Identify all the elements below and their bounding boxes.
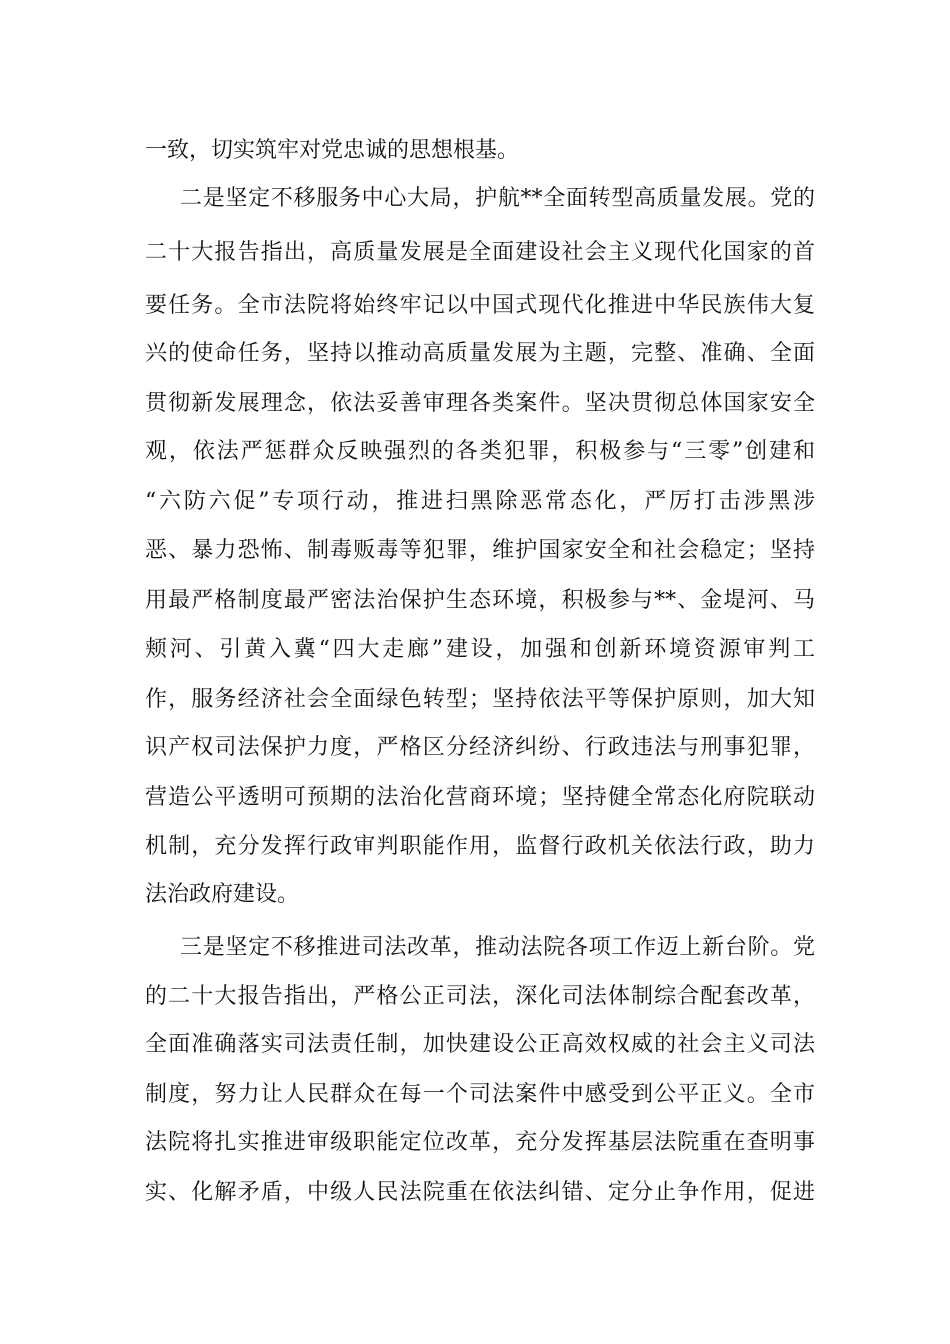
body-text-line: 机制，充分发挥行政审判职能作用，监督行政机关依法行政，助力 [145,834,815,859]
body-text-line: 营造公平透明可预期的法治化营商环境；坚持健全常态化府院联动 [145,785,815,810]
body-text-line: 的二十大报告指出，严格公正司法，深化司法体制综合配套改革， [145,984,815,1009]
paragraph-first-line: 三是坚定不移推进司法改革，推动法院各项工作迈上新台阶。党 [180,935,815,960]
body-text-line: 观，依法严惩群众反映强烈的各类犯罪，积极参与“三零”创建和 [145,439,815,464]
body-text-line: 一致，切实筑牢对党忠诚的思想根基。 [145,138,520,163]
body-text-line: 用最严格制度最严密法治保护生态环境，积极参与**、金堤河、马 [145,588,815,613]
body-text-line: 二十大报告指出，高质量发展是全面建设社会主义现代化国家的首 [145,240,815,265]
body-text-line: 识产权司法保护力度，严格区分经济纠纷、行政违法与刑事犯罪， [145,735,815,760]
body-text-line: 贯彻新发展理念，依法妥善审理各类案件。坚决贯彻总体国家安全 [145,391,815,416]
body-text-line: 颊河、引黄入冀“四大走廊”建设，加强和创新环境资源审判工 [145,637,815,662]
body-text-line: 实、化解矛盾，中级人民法院重在依法纠错、定分止争作用，促进 [145,1180,815,1205]
body-text-line: 全面准确落实司法责任制，加快建设公正高效权威的社会主义司法 [145,1032,815,1057]
body-text-line: 作，服务经济社会全面绿色转型；坚持依法平等保护原则，加大知 [145,687,815,712]
body-text-line: 制度，努力让人民群众在每一个司法案件中感受到公平正义。全市 [145,1082,815,1107]
paragraph-first-line: 二是坚定不移服务中心大局，护航**全面转型高质量发展。党的 [180,186,815,211]
body-text-line: “六防六促”专项行动，推进扫黑除恶常态化，严厉打击涉黑涉 [145,489,815,514]
body-text-line: 要任务。全市法院将始终牢记以中国式现代化推进中华民族伟大复 [145,293,815,318]
body-text-line: 法治政府建设。 [145,882,300,907]
body-text-line: 恶、暴力恐怖、制毒贩毒等犯罪，维护国家安全和社会稳定；坚持 [145,538,815,563]
body-text-line: 兴的使命任务，坚持以推动高质量发展为主题，完整、准确、全面 [145,341,815,366]
body-text-line: 法院将扎实推进审级职能定位改革，充分发挥基层法院重在查明事 [145,1130,815,1155]
